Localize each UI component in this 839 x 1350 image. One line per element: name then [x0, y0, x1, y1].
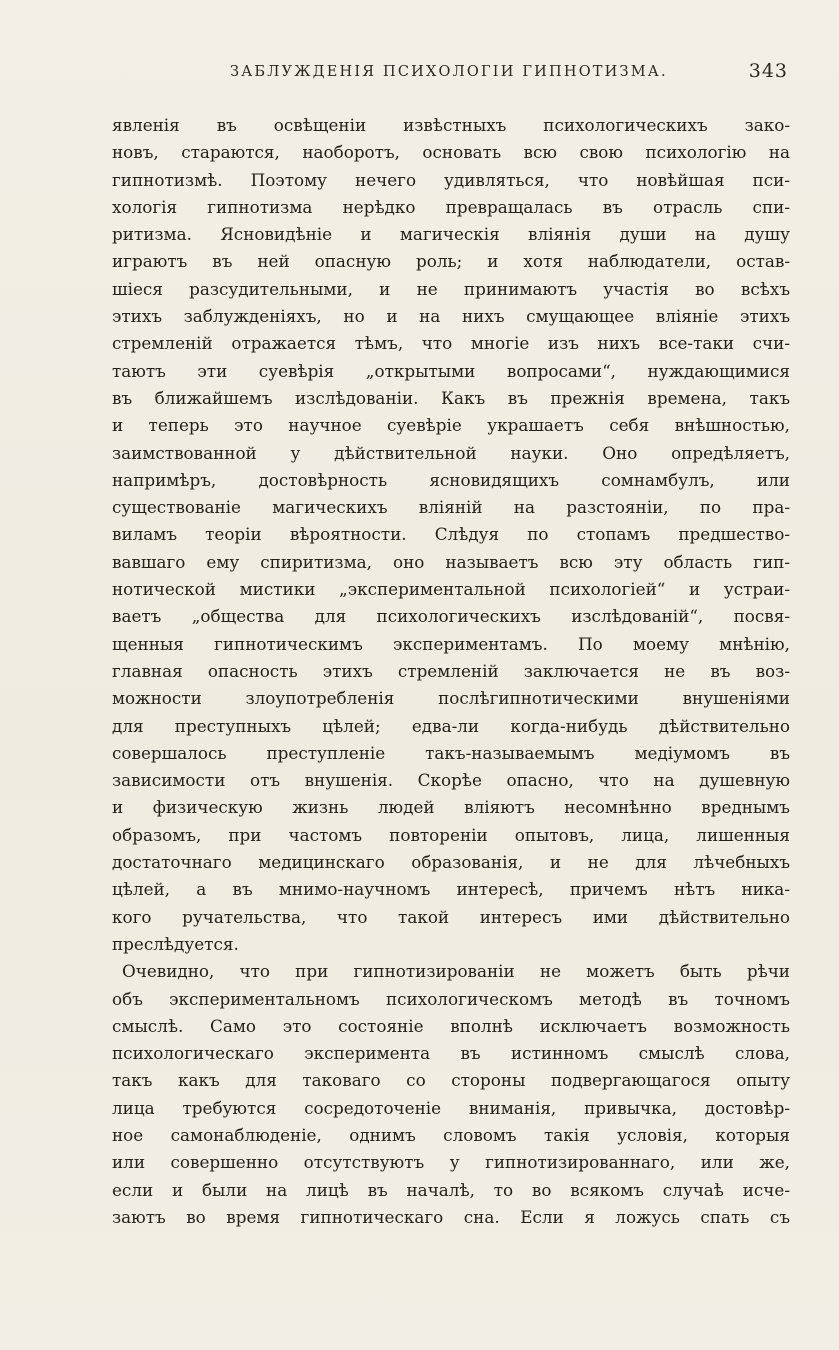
text-line: такъ какъ для таковаго со стороны подвергающагося опыту [112, 1070, 790, 1091]
text-line: новъ, стараются, наоборотъ, основать всю свою психологію на [112, 142, 790, 163]
text-line: ваетъ „общества для психологическихъ изслѣдованій“, посвя- [112, 606, 790, 627]
text-line: ритизма. Ясновидѣніе и магическія вліянія души на душу [112, 224, 790, 245]
text-line: таютъ эти суевѣрія „открытыми вопросами“, нуждающимися [112, 360, 790, 381]
text-line: ное самонаблюденіе, однимъ словомъ такія условія, которыя [112, 1124, 790, 1145]
text-line: напримѣръ, достовѣрность ясновидящихъ сомнамбулъ, или [112, 469, 790, 490]
text-line: образомъ, при частомъ повтореніи опытовъ, лица, лишенныя [112, 824, 790, 845]
text-line: нотической мистики „экспериментальной психологіей“ и устраи- [112, 579, 790, 600]
text-line: для преступныхъ цѣлей; едва-ли когда-нибудь дѣйствительно [112, 715, 790, 736]
text-line: можности злоупотребленія послѣгипнотическими внушеніями [112, 688, 790, 709]
text-line: заютъ во время гипнотическаго сна. Если я ложусь спать съ [112, 1206, 790, 1227]
text-line: хологія гипнотизма нерѣдко превращалась въ отрасль спи- [112, 196, 790, 217]
text-line: или совершенно отсутствуютъ у гипнотизированнаго, или же, [112, 1152, 790, 1173]
text-line: смыслѣ. Само это состояніе вполнѣ исключаетъ возможность [112, 1015, 790, 1036]
text-line: зависимости отъ внушенія. Скорѣе опасно, что на душевную [112, 770, 790, 791]
text-line: стремленій отражается тѣмъ, что многіе изъ нихъ все-таки счи- [112, 333, 790, 354]
text-line: кого ручательства, что такой интересъ ими дѣйствительно [112, 906, 790, 927]
text-line: гипнотизмѣ. Поэтому нечего удивляться, что новѣйшая пси- [112, 169, 790, 190]
text-line: лица требуются сосредоточеніе вниманія, привычка, достовѣр- [112, 1097, 790, 1118]
text-line: вавшаго ему спиритизма, оно называетъ всю эту область гип- [112, 551, 790, 572]
text-line: въ ближайшемъ изслѣдованіи. Какъ въ прежнія времена, такъ [112, 387, 790, 408]
paragraph-first-line: Очевидно, что при гипнотизированіи не можетъ быть рѣчи [122, 961, 790, 982]
running-title: ЗАБЛУЖДЕНІЯ ПСИХОЛОГІИ ГИПНОТИЗМА. [230, 64, 668, 80]
page-number: 343 [748, 60, 788, 82]
text-line: играютъ въ ней опасную роль; и хотя наблюдатели, остав- [112, 251, 790, 272]
text-line: и теперь это научное суевѣріе украшаетъ себя внѣшностью, [112, 415, 790, 436]
text-line: явленія въ освѣщеніи извѣстныхъ психологическихъ зако- [112, 115, 790, 135]
text-line: существованіе магическихъ вліяній на разстояніи, по пра- [112, 497, 790, 518]
text-line: достаточнаго медицинскаго образованія, и не для лѣчебныхъ [112, 852, 790, 873]
text-line: объ экспериментальномъ психологическомъ методѣ въ точномъ [112, 988, 790, 1009]
text-line: главная опасность этихъ стремленій заключается не въ воз- [112, 660, 790, 681]
text-line: шіеся разсудительными, и не принимаютъ участія во всѣхъ [112, 278, 790, 299]
text-line: щенныя гипнотическимъ экспериментамъ. По моему мнѣнію, [112, 633, 790, 654]
text-line: цѣлей, а въ мнимо-научномъ интересѣ, причемъ нѣтъ ника- [112, 879, 790, 900]
paragraph-end-line: преслѣдуется. [112, 933, 239, 954]
text-line: виламъ теоріи вѣроятности. Слѣдуя по стопамъ предшество- [112, 524, 790, 545]
text-line: психологическаго эксперимента въ истинномъ смыслѣ слова, [112, 1043, 790, 1064]
text-line: заимствованной у дѣйствительной науки. Оно опредѣляетъ, [112, 442, 790, 463]
text-line: если и были на лицѣ въ началѣ, то во всякомъ случаѣ исче- [112, 1179, 790, 1200]
text-line: и физическую жизнь людей вліяютъ несомнѣнно вреднымъ [112, 797, 790, 818]
body-text [112, 112, 790, 1231]
running-head [112, 60, 790, 86]
text-line: совершалось преступленіе такъ-называемымъ медіумомъ въ [112, 742, 790, 763]
text-line: этихъ заблужденіяхъ, но и на нихъ смущающее вліяніе этихъ [112, 306, 790, 327]
